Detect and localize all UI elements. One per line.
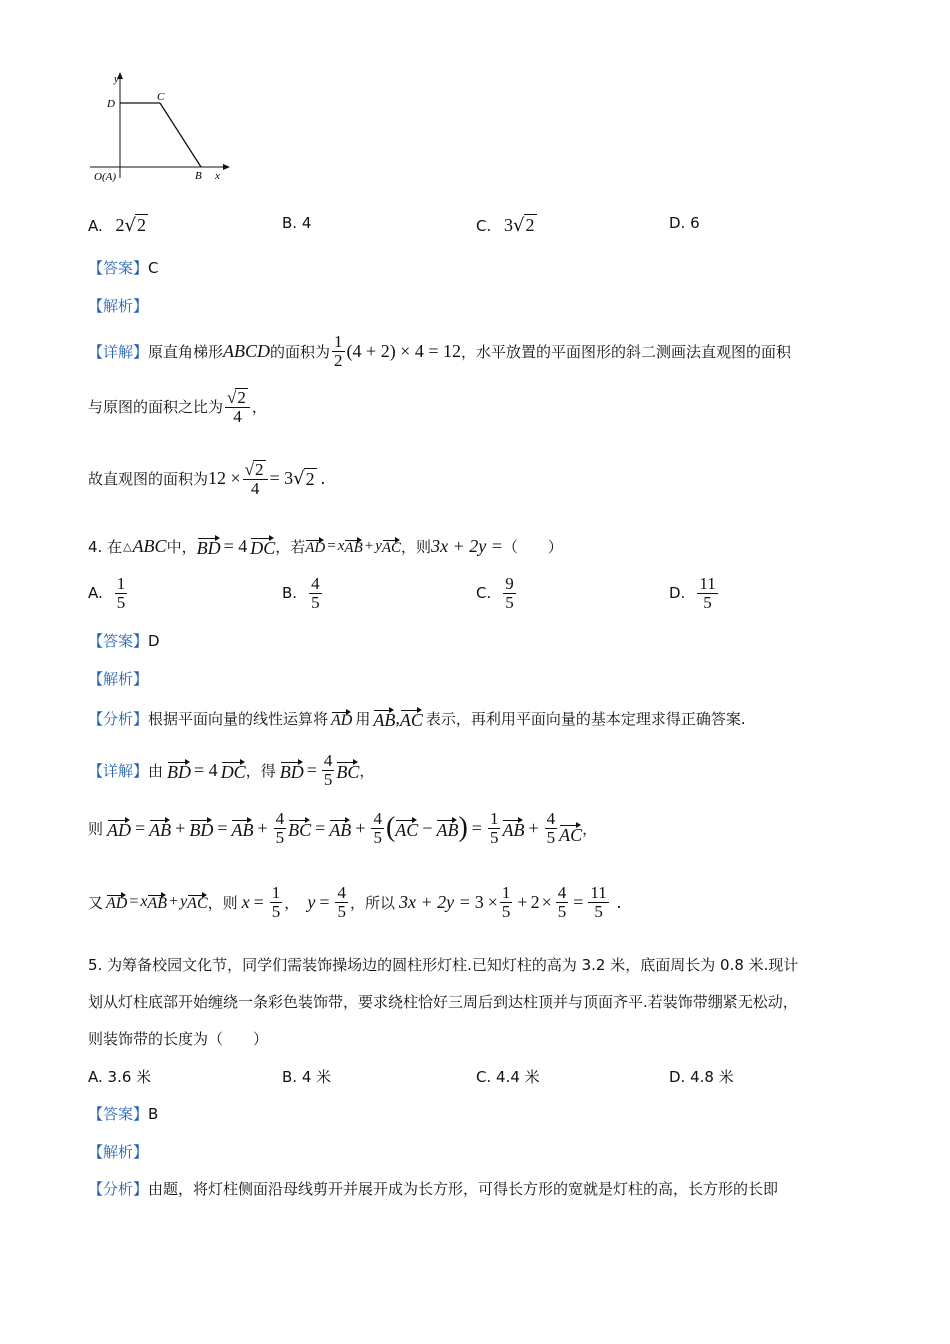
q4-fenxi: 【分析】 根据平面向量的线性运算将 AD 用 AB , AC 表示，再利用平面向量的基本定理求得正确答案. — [88, 708, 746, 730]
math: = — [306, 759, 317, 780]
math: 3 — [474, 891, 484, 912]
math: 12 × — [208, 468, 241, 489]
math-expr: (4 + 2) × 4 = 12 — [346, 340, 461, 361]
math: + — [364, 538, 374, 554]
q4-option-d[interactable] — [669, 575, 720, 612]
answer-tag: 【答案】 — [88, 1105, 149, 1123]
text: 故直观图的面积为 — [88, 470, 209, 489]
fraction: $\frac{4}{5}$ — [323, 751, 333, 789]
math: + — [175, 817, 186, 838]
q5-option-c[interactable]: C. 4.4 米 — [476, 1068, 540, 1086]
q5-stem-line3: 则装饰带的长度为（ ） — [88, 1030, 269, 1048]
text: ， — [359, 761, 375, 780]
math: + — [169, 893, 179, 911]
math: = — [319, 891, 330, 912]
vector-AB: AB — [436, 816, 458, 841]
label-O: O(A) — [94, 171, 116, 183]
answer-tag: 【答案】 — [88, 632, 149, 650]
q3-option-a-radicand: 2 — [137, 215, 147, 235]
q5-stem-line1: 5. 为筹备校园文化节，同学们需装饰操场边的圆柱形灯柱.已知灯柱的高为 3.2 米，底面周长为 0.8 米.现计 — [88, 956, 799, 974]
text: 用 — [355, 710, 371, 728]
text: （ ） — [502, 538, 563, 556]
vector-DC: DC — [221, 758, 246, 783]
fenxi-tag: 【分析】 — [88, 1180, 149, 1198]
vector-AB: AB — [149, 816, 171, 841]
math: + — [355, 817, 366, 838]
text: ， — [582, 819, 598, 838]
math: + — [528, 817, 539, 838]
text: 根据平面向量的线性运算将 — [148, 710, 329, 728]
math: 2 — [305, 468, 315, 489]
q5-option-d[interactable]: D. 4.8 米 — [669, 1068, 734, 1086]
vector-AD: AD — [305, 536, 325, 557]
text: ， — [251, 398, 267, 417]
q3-option-c-label: C. — [476, 217, 492, 235]
answer-tag: 【答案】 — [88, 259, 149, 277]
math: y — [375, 538, 382, 554]
q3-answer — [88, 257, 159, 278]
vector-AC: AC — [395, 816, 418, 841]
math: + — [257, 817, 268, 838]
vector-BC: BC — [336, 758, 359, 783]
q3-option-c[interactable] — [476, 214, 537, 236]
q4-detail-line2 — [88, 810, 597, 847]
vector-AC: AC — [187, 891, 207, 913]
label-D: D — [107, 98, 115, 110]
fraction: $\frac{11}{5}$ — [590, 883, 607, 921]
q3-option-c-value: 3 — [504, 215, 514, 235]
math: = 3 — [269, 468, 294, 489]
sqrt-icon: √ — [513, 215, 525, 236]
math: y — [307, 891, 316, 912]
fraction-ratio: $\frac{√2}{4}$ — [225, 388, 250, 426]
vector-BC: BC — [288, 816, 311, 841]
math: = — [315, 817, 326, 838]
text: 中， — [166, 538, 197, 556]
label-B: B — [195, 170, 202, 182]
math: = — [217, 817, 228, 838]
vector-BD: BD — [197, 534, 221, 559]
q4-stem — [88, 534, 563, 559]
math-abcd: ABCD — [223, 340, 271, 361]
sqrt-icon: √ — [124, 215, 137, 236]
answer-value: B — [148, 1105, 159, 1123]
q3-option-d[interactable]: D. 6 — [669, 214, 700, 232]
text: . — [320, 468, 326, 489]
q4-answer — [88, 630, 160, 651]
text: ，则 — [207, 893, 238, 912]
vector-DC: DC — [250, 534, 275, 559]
math: x — [140, 893, 148, 911]
fraction-half: $\frac{1}{2}$ — [334, 332, 343, 370]
x-axis-arrow — [223, 164, 230, 170]
text: ，若 — [275, 538, 306, 556]
trapezoid-figure — [80, 70, 240, 190]
option-label: A. — [88, 584, 103, 603]
text: ，则 — [401, 538, 432, 556]
fraction: $\frac{4}{5}$ — [373, 809, 382, 847]
vector-BD: BD — [167, 758, 191, 783]
text: ，所以 — [349, 893, 395, 912]
detail-tag: 【详解】 — [88, 761, 149, 780]
fraction-ratio: $\frac{√2}{4}$ — [243, 460, 268, 498]
q5-stem-line2: 划从灯柱底部开始缠绕一条彩色装饰带，要求绕柱恰好三周后到达柱顶并与顶面齐平.若装饰带绷紧无松动， — [88, 993, 798, 1011]
q5-answer — [88, 1103, 158, 1124]
fenxi-tag: 【分析】 — [88, 710, 149, 728]
text: 原直角梯形 — [148, 342, 224, 361]
math: = — [327, 538, 336, 554]
q3-option-c-radicand: 2 — [525, 215, 535, 235]
fraction: $\frac{4}{5}$ — [337, 883, 346, 921]
question-number: 4. 在 — [88, 538, 123, 556]
math: x — [337, 538, 345, 554]
q5-fenxi — [88, 1178, 778, 1199]
text: 由题，将灯柱侧面沿母线剪开并展开成为长方形，可得长方形的宽就是灯柱的高，长方形的长即 — [148, 1180, 779, 1198]
q3-option-a-label: A. — [88, 217, 103, 235]
text: ，水平放置的平面图形的斜二测画法直观图的面积 — [461, 342, 792, 361]
vector-BD: BD — [280, 758, 304, 783]
math: 3x + 2y = — [398, 891, 471, 912]
vector-AB: AB — [344, 536, 362, 557]
q4-option-a[interactable] — [88, 575, 129, 612]
fraction: $\frac{1}{5}$ — [501, 883, 511, 921]
math: × — [541, 891, 552, 912]
text: 表示，再利用平面向量的基本定理求得正确答案. — [425, 710, 746, 728]
fraction: $\frac{4}{5}$ — [557, 883, 567, 921]
vector-AD: AD — [331, 708, 352, 730]
answer-value: C — [148, 259, 159, 277]
vector-AD: AD — [106, 891, 127, 913]
math: 3x + 2y = — [431, 536, 503, 556]
q3-option-a[interactable] — [88, 214, 148, 236]
q3-analysis-tag: 【解析】 — [88, 297, 149, 315]
q4-detail-line3 — [88, 884, 621, 921]
text: 与原图的面积之比为 — [88, 398, 224, 417]
q5-option-b[interactable]: B. 4 米 — [282, 1068, 332, 1086]
q3-detail-line2 — [88, 388, 267, 426]
math: = — [135, 817, 146, 838]
fraction: $\frac{4}{5}$ — [546, 809, 556, 847]
q4-detail-line1 — [88, 752, 374, 789]
vector-AD: AD — [107, 816, 131, 841]
math: + — [517, 891, 528, 912]
text: . — [616, 891, 622, 912]
math: x — [241, 891, 250, 912]
vector-AC: AC — [559, 821, 582, 846]
math: = — [129, 893, 139, 911]
q3-option-b[interactable]: B. 4 — [282, 214, 312, 232]
text: 的面积为 — [270, 342, 331, 361]
vector-AB: AB — [502, 816, 524, 841]
option-fraction: $\frac{1}{5}$ — [116, 574, 126, 612]
math: = — [253, 891, 264, 912]
answer-value: D — [148, 632, 160, 650]
option-fraction: $\frac{4}{5}$ — [311, 574, 320, 612]
math: = 4 — [194, 759, 218, 780]
math: = — [573, 891, 584, 912]
fraction: $\frac{1}{5}$ — [271, 883, 281, 921]
vector-AB: AB — [147, 891, 167, 913]
vector-AB: AB — [329, 816, 351, 841]
math: − — [422, 817, 433, 838]
text: ，得 — [245, 761, 276, 780]
vector-AC: AC — [400, 706, 423, 731]
option-label: B. — [282, 584, 298, 603]
q3-detail-line3: 故直观图的面积为 12 × $\frac{√2}{4}$ = 3 √ 2 . — [88, 460, 326, 498]
fraction: $\frac{1}{5}$ — [489, 809, 499, 847]
option-label: D. — [669, 584, 686, 603]
math: 2 — [530, 891, 540, 912]
q4-option-c[interactable] — [476, 575, 518, 612]
text: ， — [284, 893, 300, 912]
fraction: $\frac{4}{5}$ — [275, 809, 285, 847]
math: × — [487, 891, 498, 912]
option-fraction: $\frac{9}{5}$ — [505, 574, 514, 612]
option-fraction: $\frac{11}{5}$ — [699, 574, 716, 612]
q3-detail-line1 — [88, 333, 791, 370]
vector-AB: AB — [373, 706, 395, 731]
math: ) — [458, 812, 468, 844]
segment-CB — [160, 103, 201, 167]
text: 由 — [148, 761, 164, 780]
triangle-icon: △ — [123, 540, 132, 553]
q5-analysis-tag: 【解析】 — [88, 1143, 149, 1161]
math: y — [180, 893, 188, 911]
label-C: C — [157, 91, 165, 103]
vector-AB: AB — [231, 816, 253, 841]
detail-tag: 【详解】 — [88, 342, 149, 361]
text: 则 — [88, 819, 104, 838]
math: ABC — [132, 536, 167, 556]
vector-BD: BD — [189, 816, 213, 841]
text: 又 — [88, 893, 104, 912]
label-x: x — [215, 170, 220, 182]
q4-analysis-tag: 【解析】 — [88, 670, 149, 688]
q3-option-a-value: 2 — [115, 215, 125, 235]
q5-option-a[interactable]: A. 3.6 米 — [88, 1068, 152, 1086]
vector-AC: AC — [382, 536, 401, 557]
q4-option-b[interactable] — [282, 575, 324, 612]
math: = 4 — [223, 536, 248, 556]
math: ( — [385, 812, 396, 844]
option-label: C. — [476, 584, 492, 603]
label-y: y — [114, 73, 119, 85]
math: = — [471, 817, 482, 838]
